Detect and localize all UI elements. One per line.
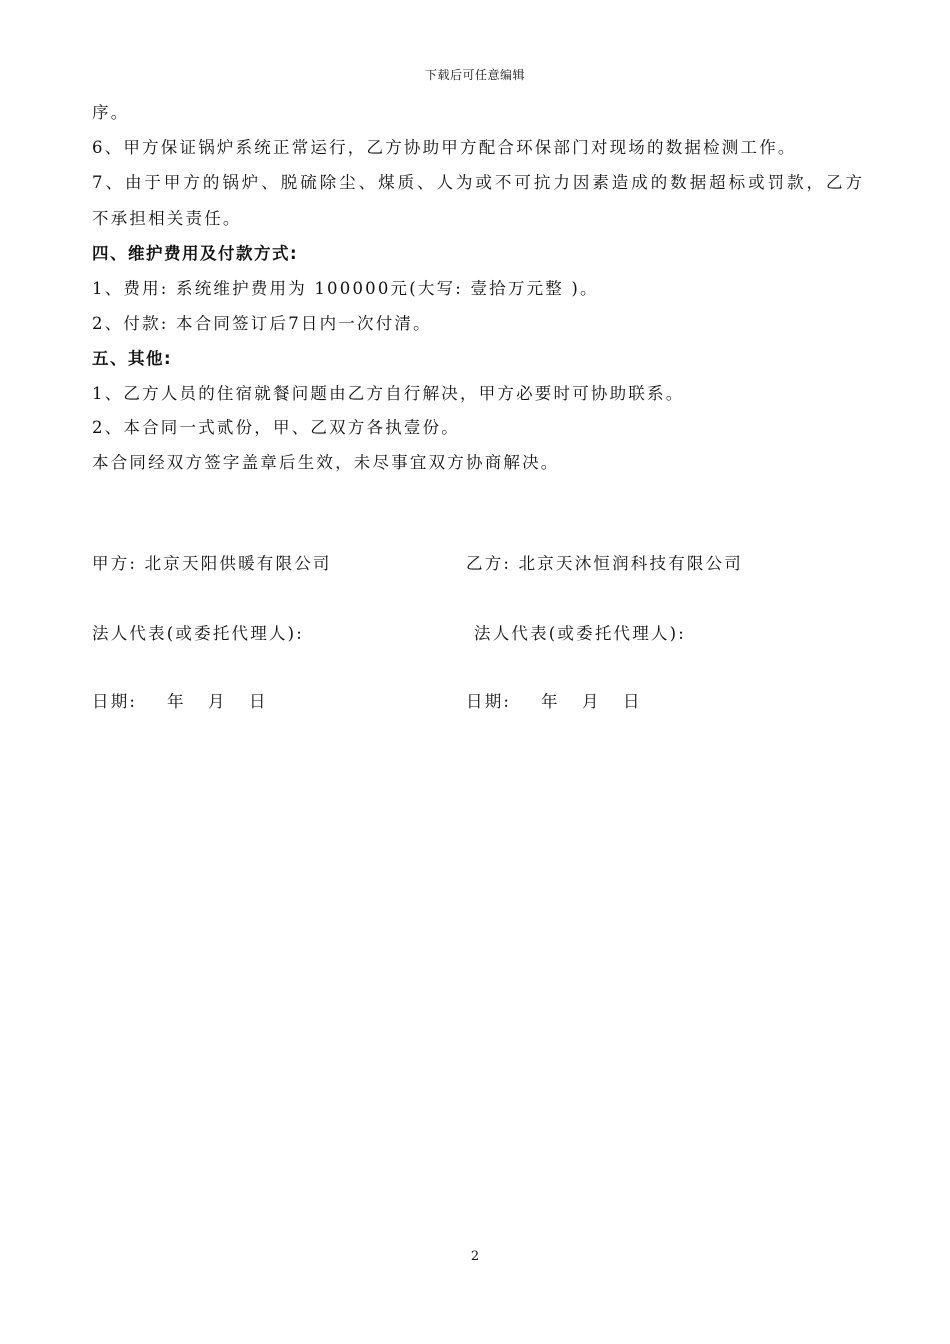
other-clause-1: 1、乙方人员的住宿就餐问题由乙方自行解决，甲方必要时可协助联系。 [92, 384, 685, 403]
clause-7-continued: 不承担相关责任。 [92, 209, 242, 228]
fee-clause: 1、费用: 系统维护费用为 100000元(大写: 壹拾万元整 )。 [92, 279, 599, 298]
date-a: 日期: 年 月 日 [92, 692, 268, 711]
payment-clause: 2、付款: 本合同签订后7日内一次付清。 [92, 314, 432, 333]
representative-b: 法人代表(或委托代理人): [474, 624, 687, 643]
continuation-line: 序。 [92, 103, 130, 122]
date-b: 日期: 年 月 日 [466, 692, 642, 711]
clause-6: 6、甲方保证锅炉系统正常运行，乙方协助甲方配合环保部门对现场的数据检测工作。 [92, 138, 797, 157]
other-clause-2: 2、本合同一式贰份，甲、乙双方各执壹份。 [92, 418, 460, 437]
page-number: 2 [470, 1249, 480, 1264]
effective-clause: 本合同经双方签字盖章后生效，未尽事宜双方协商解决。 [92, 453, 560, 472]
clause-7: 7、由于甲方的锅炉、脱硫除尘、煤质、人为或不可抗力因素造成的数据超标或罚款，乙方 [92, 173, 862, 192]
section-heading-fees: 四、维护费用及付款方式: [92, 244, 299, 263]
header-note: 下载后可任意编辑 [424, 68, 525, 82]
party-a: 甲方: 北京天阳供暖有限公司 [92, 554, 332, 573]
party-b: 乙方: 北京天沐恒润科技有限公司 [466, 554, 744, 573]
section-heading-other: 五、其他: [92, 349, 173, 368]
representative-a: 法人代表(或委托代理人): [92, 624, 305, 643]
